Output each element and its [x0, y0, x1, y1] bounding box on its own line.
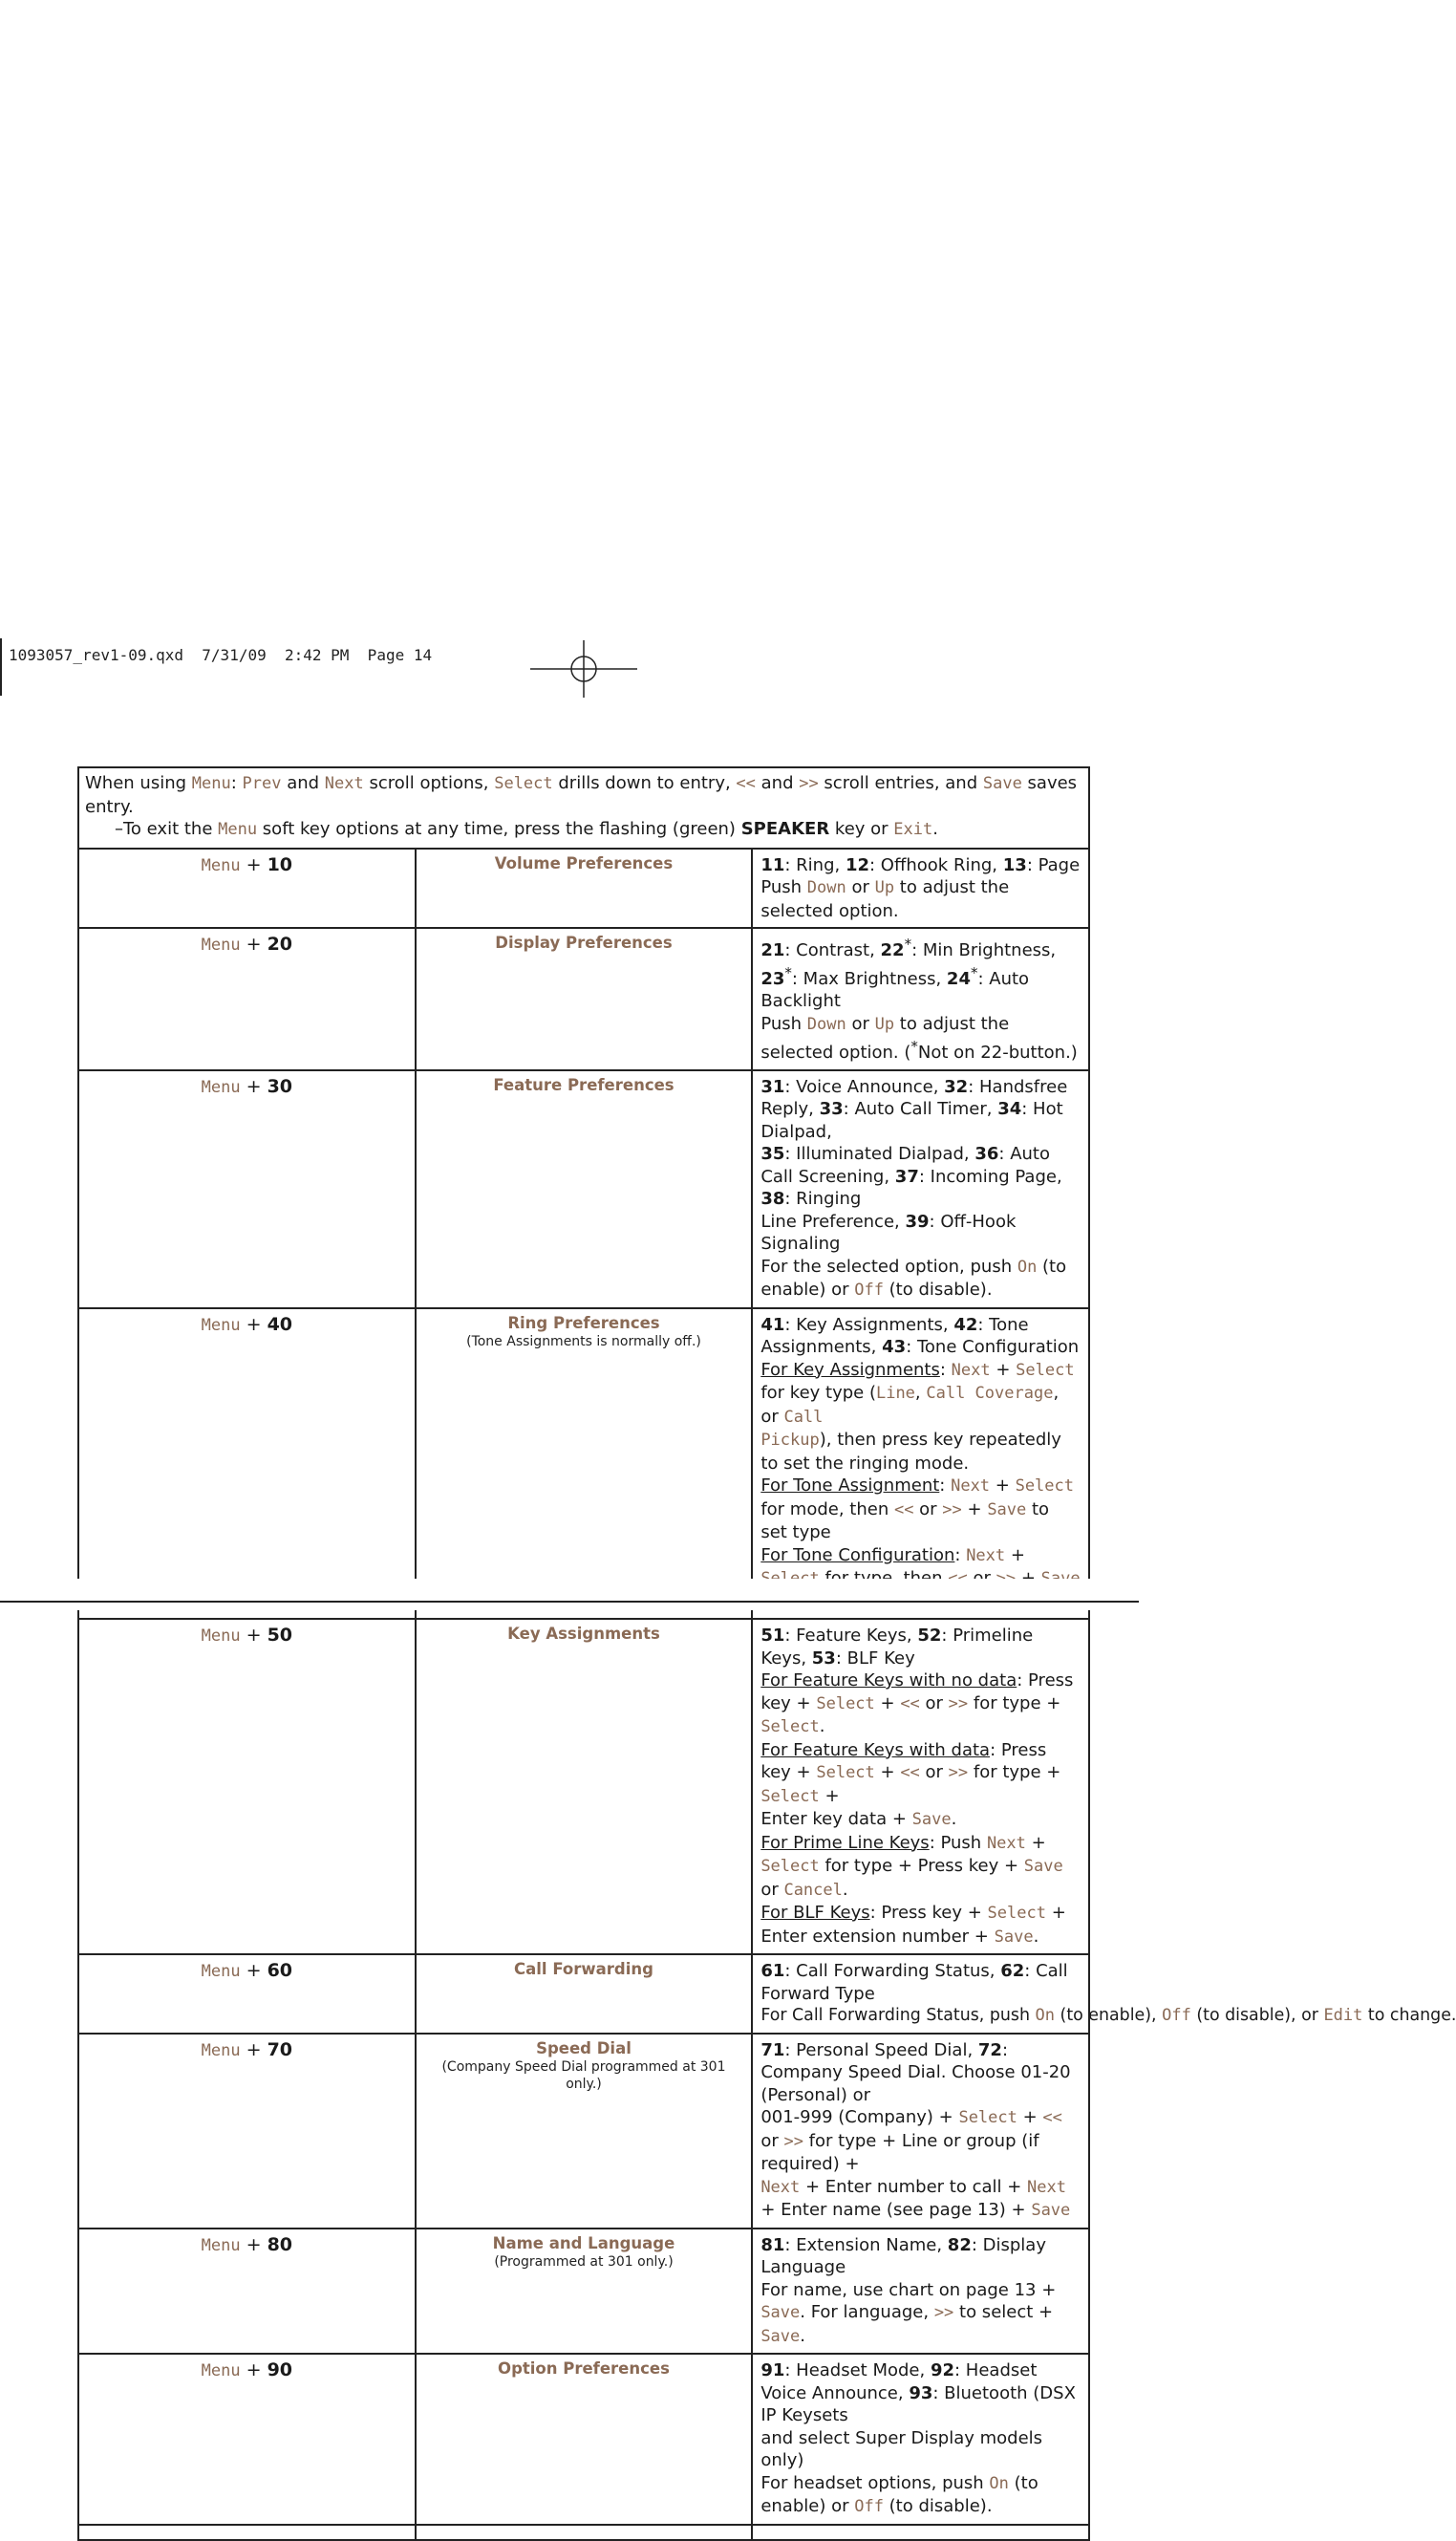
- menu-code-cell: Menu + 50: [78, 1619, 416, 1954]
- bottom-rule: [0, 1601, 1139, 1603]
- table-row: [78, 2229, 1089, 2355]
- registration-mark-icon: [530, 640, 637, 698]
- menu-title-cell: Name and Language (Programmed at 301 only.): [416, 2229, 753, 2355]
- menu-desc-cell: 51: Feature Keys, 52: Primeline Keys, 53: BLF Key For Feature Keys with no data: Press key + Select + << or >> for type + Select. For Feature Keys with data: Press key + Select + << or >> for type + Select + Enter key data + Save. For Prime Line Keys: Push Next + Select for type + Press key + Save or Cancel. For BLF Keys: Press key + Select + Enter extension number + Save.: [752, 1619, 1089, 1954]
- menu-desc-cell: 81: Extension Name, 82: Display Language For name, use chart on page 13 + Save. For language, >> to select + Save.: [752, 2229, 1089, 2355]
- menu-desc-cell: 11: Ring, 12: Offhook Ring, 13: Page Push Down or Up to adjust the selected option.: [752, 849, 1089, 929]
- menu-title-cell: Feature Preferences: [416, 1070, 753, 1308]
- intro-line-2: –To exit the Menu soft key options at any time, press the flashing (green) SPEAKER key or Exit.: [115, 819, 938, 839]
- table-row: [78, 1070, 1089, 1308]
- cut-off-row: [78, 2525, 1089, 2540]
- menu-code-cell: Menu + 30: [78, 1070, 416, 1308]
- menu-desc-cell: 71: Personal Speed Dial, 72: Company Speed Dial. Choose 01-20 (Personal) or 001-999 (Company) + Select + << or >> for type + Line or group (if required) + Next + Enter number to call + Next + Enter name (see page 13) + Save: [752, 2034, 1089, 2229]
- menu-title-cell: Ring Preferences (Tone Assignments is normally off.): [416, 1308, 753, 1620]
- menu-code-cell: Menu + 10: [78, 849, 416, 929]
- menu-title-cell: Speed Dial (Company Speed Dial programmed at 301 only.): [416, 2034, 753, 2229]
- page-cut-area: [0, 1579, 1139, 1610]
- menu-reference-table: [77, 766, 1456, 2541]
- menu-title-cell: Option Preferences: [416, 2354, 753, 2525]
- menu-desc-cell: 41: Key Assignments, 42: Tone Assignments, 43: Tone Configuration For Key Assignments: Next + Select for key type (Line, Call Coverage, or Call Pickup), then press key repeatedly to set the ringing mode. For Tone Assignment: Next + Select for mode, then << or >> + Save to set type For Tone Configuration: Next +: [752, 1308, 1089, 1620]
- left-margin-tick: [0, 638, 2, 696]
- menu-code-cell: Menu + 60: [78, 1954, 416, 2034]
- menu-title-cell: Display Preferences: [416, 928, 753, 1070]
- table-row: [78, 1619, 1089, 1954]
- menu-code-cell: Menu + 20: [78, 928, 416, 1070]
- intro-cell: [78, 767, 1089, 849]
- menu-title-cell: Volume Preferences: [416, 849, 753, 929]
- intro-line-1: When using Menu: Prev and Next scroll options, Select drills down to entry, << and >> scroll entries, and Save saves entry.: [85, 773, 1078, 817]
- menu-desc-cell: 21: Contrast, 22*: Min Brightness, 23*: Max Brightness, 24*: Auto Backlight Push Down or Up to adjust the selected option. (*Not on 22-button.): [752, 928, 1089, 1070]
- menu-code-cell: Menu + 70: [78, 2034, 416, 2229]
- table-row: [78, 2034, 1089, 2229]
- intro-row: [78, 767, 1089, 849]
- menu-title-cell: Call Forwarding: [416, 1954, 753, 2034]
- menu-desc-cell: 61: Call Forwarding Status, 62: Call Forward Type For Call Forwarding Status, push On (to enable), Off (to disable), or Edit to change.: [752, 1954, 1089, 2034]
- menu-title-cell: Key Assignments: [416, 1619, 753, 1954]
- table-row: [78, 1308, 1089, 1620]
- menu-code-cell: Menu + 80: [78, 2229, 416, 2355]
- menu-desc-cell: 31: Voice Announce, 32: Handsfree Reply, 33: Auto Call Timer, 34: Hot Dialpad, 35: Illuminated Dialpad, 36: Auto Call Screening, 37: Incoming Page, 38: Ringing Line Preference, 39: Off-Hook Signaling For the selected option, push On (to enable) or Off (to disable).: [752, 1070, 1089, 1308]
- menu-desc-cell: 91: Headset Mode, 92: Headset Voice Announce, 93: Bluetooth (DSX IP Keysets and select Super Display models only) For headset options, push On (to enable) or Off (to disable).: [752, 2354, 1089, 2525]
- table-row: [78, 928, 1089, 1070]
- menu-code-cell: Menu + 40: [78, 1308, 416, 1620]
- table-row: [78, 2354, 1089, 2525]
- table-row: [78, 849, 1089, 929]
- menu-code-cell: Menu + 90: [78, 2354, 416, 2525]
- table-row: [78, 1954, 1089, 2034]
- print-slug: 1093057_rev1-09.qxd 7/31/09 2:42 PM Page 14: [9, 646, 433, 664]
